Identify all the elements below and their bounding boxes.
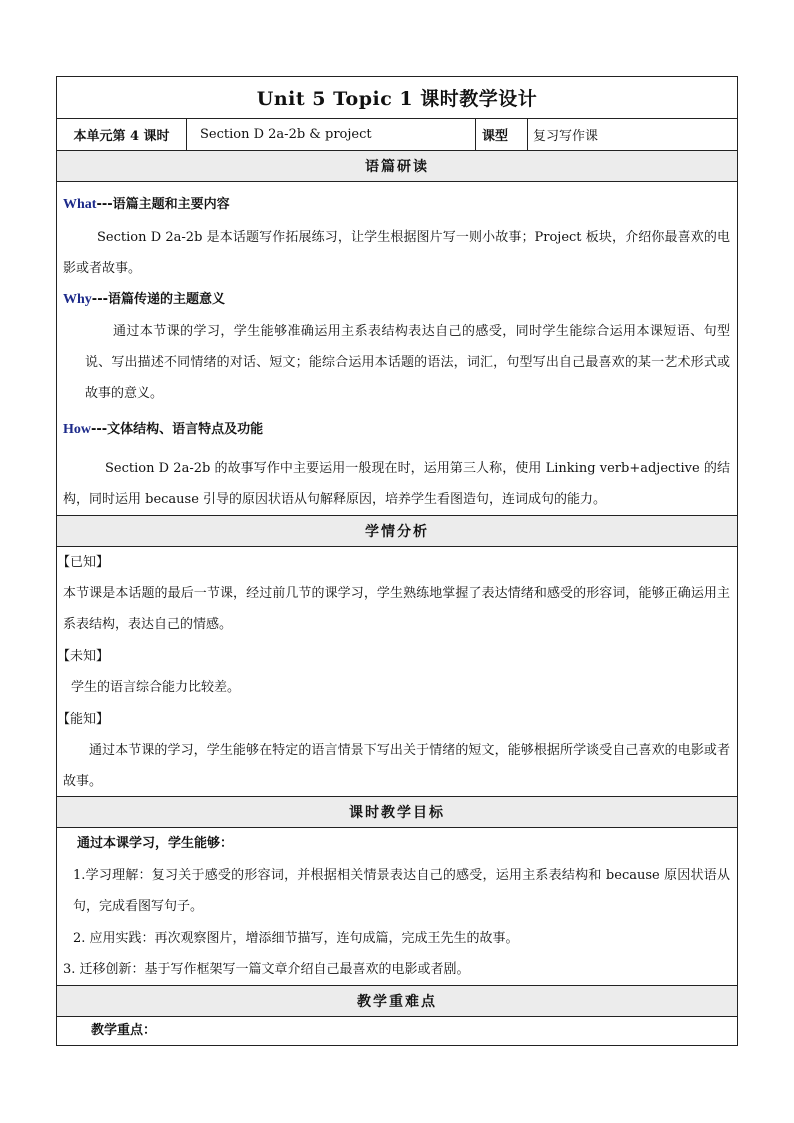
unknown-body: 学生的语言综合能力比较差。 bbox=[71, 680, 241, 695]
can-label: 【能知】 bbox=[57, 712, 110, 727]
known-body: 本节课是本话题的最后一节课，经过前几节的课学习，学生熟练地掌握了表达情绪和感受的形容词，能够正确运用主系表结构，表达自己的情感。 bbox=[63, 586, 730, 632]
objectives-intro: 通过本课学习，学生能够： bbox=[77, 836, 234, 851]
type-label-cell: 课型 bbox=[476, 119, 528, 150]
how-heading bbox=[63, 414, 730, 445]
section-header-key-points: 教学重难点 bbox=[57, 986, 737, 1017]
lesson-plan-table bbox=[56, 76, 738, 1046]
can-body: 通过本节课的学习，学生能够在特定的语言情景下写出关于情绪的短文，能够根据所学谈受自己喜欢的电影或者故事。 bbox=[63, 743, 730, 789]
known-label: 【已知】 bbox=[57, 555, 110, 570]
how-body: Section D 2a-2b 的故事写作中主要运用一般现在时，运用第三人称，使用 Linking verb+adjective 的结构，同时运用 because 引导的原因状语从句解释原因，培养学生看图造句，连词成句的能力。 bbox=[63, 461, 730, 507]
section-header-objectives: 课时教学目标 bbox=[57, 797, 737, 828]
what-title: ---语篇主题和主要内容 bbox=[96, 197, 230, 212]
why-body: 通过本节课的学习，学生能够准确运用主系表结构表达自己的感受，同时学生能综合运用本课短语、句型说、写出描述不同情绪的对话、短文；能综合运用本话题的语法，词汇，句型写出自己最喜欢的某一艺术形式或故事的意义。 bbox=[85, 324, 730, 401]
student-analysis-content bbox=[57, 547, 737, 797]
section-cell: Section D 2a-2b & project bbox=[187, 119, 476, 150]
key-points-content bbox=[57, 1017, 737, 1045]
how-title: ---文体结构、语言特点及功能 bbox=[91, 422, 264, 437]
objective-item-3: 3. 迁移创新：基于写作框架写一篇文章介绍自己最喜欢的电影或者剧。 bbox=[63, 962, 470, 977]
unknown-label: 【未知】 bbox=[57, 649, 110, 664]
what-heading bbox=[63, 189, 730, 220]
why-heading bbox=[63, 284, 730, 315]
how-keyword: How bbox=[63, 422, 91, 437]
what-keyword: What bbox=[63, 197, 97, 212]
objective-item-2: 2. 应用实践：再次观察图片，增添细节描写，连句成篇，完成王先生的故事。 bbox=[73, 931, 519, 946]
what-body: Section D 2a-2b 是本话题写作拓展练习，让学生根据图片写一则小故事；Project 板块，介绍你最喜欢的电影或者故事。 bbox=[63, 230, 730, 276]
key-points-label: 教学重点： bbox=[91, 1023, 157, 1038]
title-row bbox=[57, 77, 737, 119]
text-study-content bbox=[57, 182, 737, 516]
type-value-cell: 复习写作课 bbox=[533, 129, 599, 144]
section-header-student-analysis: 学情分析 bbox=[57, 516, 737, 547]
objective-item-1: 1.学习理解：复习关于感受的形容词，并根据相关情景表达自己的感受，运用主系表结构和 because 原因状语从句，完成看图写句子。 bbox=[73, 868, 730, 914]
page-title: Unit 5 Topic 1 课时教学设计 bbox=[256, 88, 538, 110]
why-title: ---语篇传递的主题意义 bbox=[91, 292, 225, 307]
meta-row bbox=[57, 119, 737, 151]
why-keyword: Why bbox=[63, 292, 92, 307]
objectives-content bbox=[57, 828, 737, 986]
section-header-text-study: 语篇研读 bbox=[57, 151, 737, 182]
lesson-number-cell: 本单元第 4 课时 bbox=[57, 119, 187, 150]
